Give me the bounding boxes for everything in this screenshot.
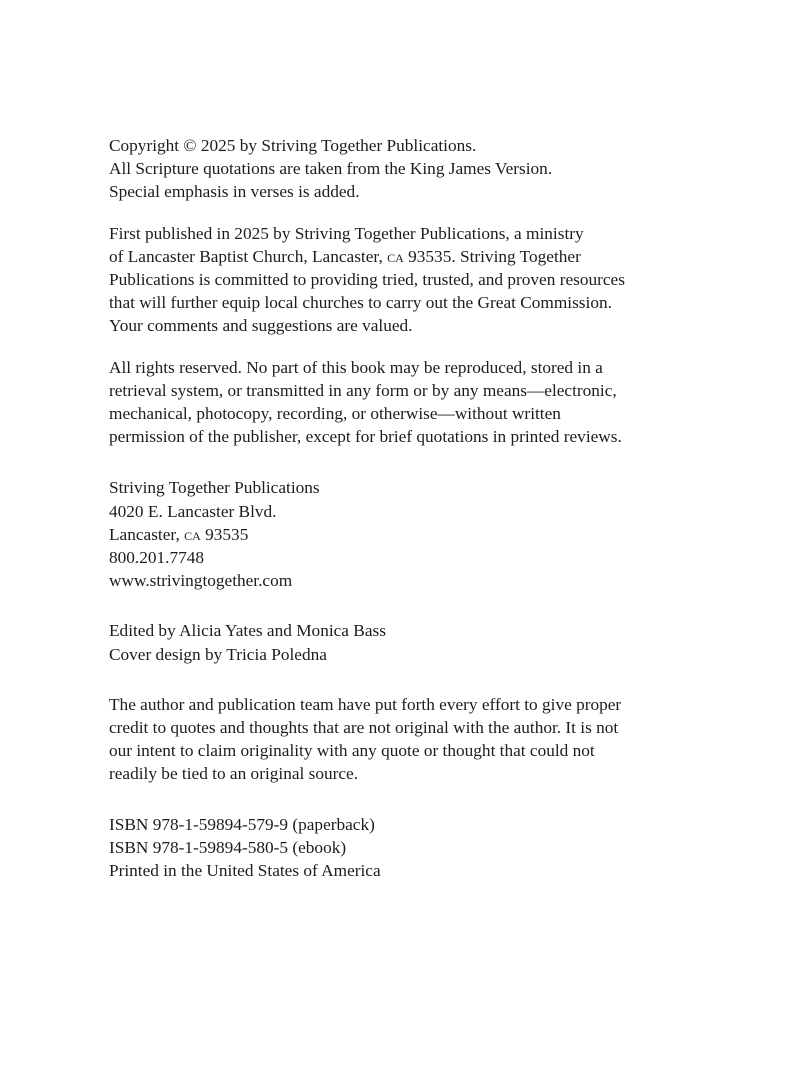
isbn-block bbox=[109, 813, 709, 883]
state-abbreviation: ca bbox=[387, 246, 404, 266]
cover-design-credit: Cover design by Tricia Poledna bbox=[109, 644, 327, 664]
copyright-line: Copyright © 2025 by Striving Together Publications. bbox=[109, 136, 477, 155]
credits-block bbox=[109, 619, 709, 665]
copyright-block bbox=[109, 134, 709, 204]
printed-in-line: Printed in the United States of America bbox=[109, 861, 381, 881]
publication-line-4: that will further equip local churches to carry out the Great Commission. bbox=[109, 293, 612, 313]
isbn-ebook: ISBN 978-1-59894-580-5 (ebook) bbox=[109, 837, 347, 857]
publication-line-1: First published in 2025 by Striving Together Publications, a ministry bbox=[109, 223, 584, 243]
publication-line-2-end: 93535. Striving Together bbox=[408, 246, 581, 266]
isbn-paperback: ISBN 978-1-59894-579-9 (paperback) bbox=[109, 814, 375, 834]
address-block bbox=[109, 476, 709, 592]
zip-code: 93535 bbox=[205, 524, 249, 544]
page-content bbox=[109, 134, 709, 882]
state: ca bbox=[184, 524, 201, 544]
scripture-version-line: All Scripture quotations are taken from the King James Version. bbox=[109, 159, 553, 179]
rights-line-4: permission of the publisher, except for brief quotations in printed reviews. bbox=[109, 427, 622, 447]
editors-credit: Edited by Alicia Yates and Monica Bass bbox=[109, 621, 386, 641]
website-url: www.strivingtogether.com bbox=[109, 571, 293, 591]
disclaimer-line-3: our intent to claim originality with any quote or thought that could not bbox=[109, 741, 595, 761]
publication-block bbox=[109, 222, 709, 338]
rights-block bbox=[109, 356, 709, 449]
emphasis-note-line: Special emphasis in verses is added. bbox=[109, 182, 360, 202]
disclaimer-line-2: credit to quotes and thoughts that are not original with the author. It is not bbox=[109, 718, 619, 738]
phone-number: 800.201.7748 bbox=[109, 548, 205, 568]
rights-line-2: retrieval system, or transmitted in any form or by any means—electronic, bbox=[109, 380, 617, 400]
city-state-zip bbox=[109, 523, 709, 546]
disclaimer-line-1: The author and publication team have put forth every effort to give proper bbox=[109, 694, 622, 714]
publication-line-5: Your comments and suggestions are valued. bbox=[109, 316, 413, 336]
publisher-name: Striving Together Publications bbox=[109, 478, 320, 498]
publication-line-2 bbox=[109, 245, 709, 268]
disclaimer-line-4: readily be tied to an original source. bbox=[109, 764, 359, 784]
rights-line-1: All rights reserved. No part of this book may be reproduced, stored in a bbox=[109, 357, 603, 377]
publication-line-2-start: of Lancaster Baptist Church, Lancaster, bbox=[109, 246, 383, 266]
rights-line-3: mechanical, photocopy, recording, or otherwise—without written bbox=[109, 404, 561, 424]
street-address: 4020 E. Lancaster Blvd. bbox=[109, 501, 277, 521]
disclaimer-block bbox=[109, 693, 709, 786]
publication-line-3: Publications is committed to providing tried, trusted, and proven resources bbox=[109, 270, 625, 290]
city: Lancaster, bbox=[109, 524, 180, 544]
